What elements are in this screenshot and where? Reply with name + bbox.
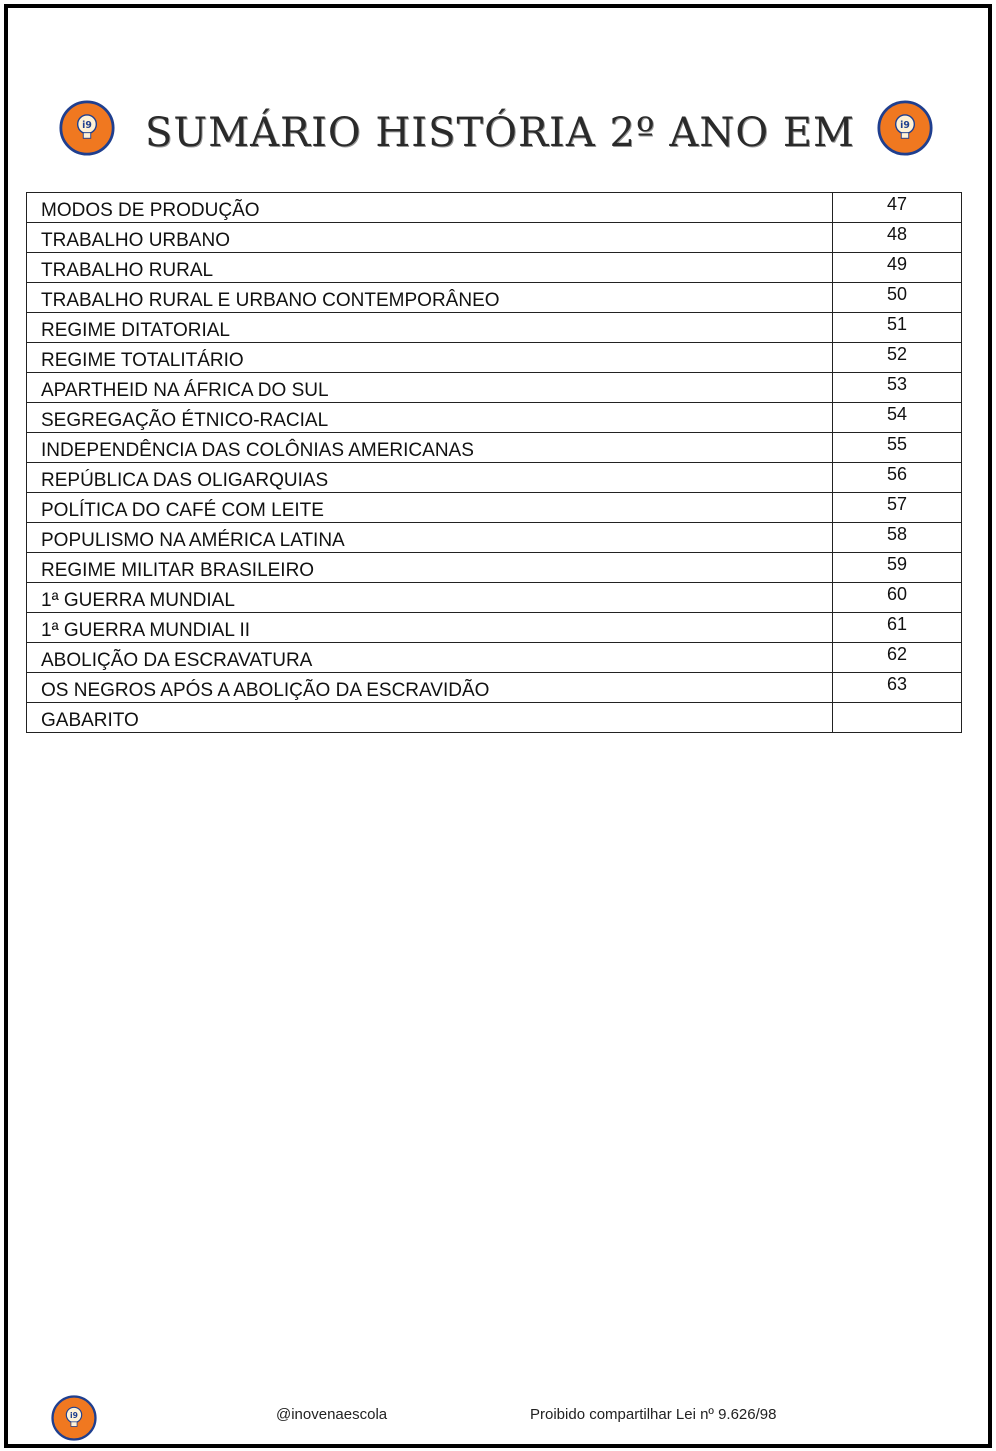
toc-page-number — [833, 703, 962, 733]
toc-row — [27, 403, 962, 433]
toc-page-number: 49 — [833, 253, 962, 283]
toc-page-number: 54 — [833, 403, 962, 433]
toc-row — [27, 583, 962, 613]
svg-text:i9: i9 — [82, 120, 92, 131]
i9-logo-icon — [877, 100, 933, 156]
toc-page-number: 52 — [833, 343, 962, 373]
toc-topic: REGIME TOTALITÁRIO — [27, 343, 833, 373]
toc-page-number: 53 — [833, 373, 962, 403]
i9-logo-icon — [51, 1395, 97, 1441]
toc-page-number: 51 — [833, 313, 962, 343]
toc-topic: MODOS DE PRODUÇÃO — [27, 193, 833, 223]
toc-page-number: 61 — [833, 613, 962, 643]
toc-row — [27, 703, 962, 733]
toc-topic: GABARITO — [27, 703, 833, 733]
toc-topic: TRABALHO RURAL E URBANO CONTEMPORÂNEO — [27, 283, 833, 313]
toc-topic: POLÍTICA DO CAFÉ COM LEITE — [27, 493, 833, 523]
i9-logo-icon — [59, 100, 115, 156]
toc-topic: REPÚBLICA DAS OLIGARQUIAS — [27, 463, 833, 493]
toc-row — [27, 313, 962, 343]
toc-page-number: 58 — [833, 523, 962, 553]
svg-text:i9: i9 — [70, 1411, 78, 1420]
toc-row — [27, 493, 962, 523]
toc-topic: 1ª GUERRA MUNDIAL II — [27, 613, 833, 643]
svg-text:i9: i9 — [900, 120, 910, 131]
toc-topic: INDEPENDÊNCIA DAS COLÔNIAS AMERICANAS — [27, 433, 833, 463]
toc-page-number: 59 — [833, 553, 962, 583]
toc-topic: REGIME DITATORIAL — [27, 313, 833, 343]
toc-row — [27, 673, 962, 703]
toc-topic: TRABALHO URBANO — [27, 223, 833, 253]
toc-topic: POPULISMO NA AMÉRICA LATINA — [27, 523, 833, 553]
toc-page-number: 55 — [833, 433, 962, 463]
toc-row — [27, 613, 962, 643]
toc-page-number: 62 — [833, 643, 962, 673]
toc-page-number: 63 — [833, 673, 962, 703]
toc-page-number: 50 — [833, 283, 962, 313]
footer-handle: @inovenaescola — [276, 1406, 388, 1423]
toc-page-number: 60 — [833, 583, 962, 613]
toc-row — [27, 643, 962, 673]
toc-topic: SEGREGAÇÃO ÉTNICO-RACIAL — [27, 403, 833, 433]
toc-topic: 1ª GUERRA MUNDIAL — [27, 583, 833, 613]
toc-page-number: 47 — [833, 193, 962, 223]
toc-topic: REGIME MILITAR BRASILEIRO — [27, 553, 833, 583]
toc-page-number: 48 — [833, 223, 962, 253]
toc-row — [27, 283, 962, 313]
toc-row — [27, 193, 962, 223]
page-title: SUMÁRIO HISTÓRIA 2º ANO EM — [145, 110, 855, 156]
toc-table — [26, 192, 962, 733]
toc-topic: ABOLIÇÃO DA ESCRAVATURA — [27, 643, 833, 673]
toc-page-number: 56 — [833, 463, 962, 493]
toc-topic: TRABALHO RURAL — [27, 253, 833, 283]
toc-row — [27, 373, 962, 403]
toc-row — [27, 463, 962, 493]
toc-page-number: 57 — [833, 493, 962, 523]
footer-law-notice: Proibido compartilhar Lei nº 9.626/98 — [530, 1406, 777, 1423]
toc-row — [27, 433, 962, 463]
toc-topic: APARTHEID NA ÁFRICA DO SUL — [27, 373, 833, 403]
toc-row — [27, 253, 962, 283]
toc-row — [27, 523, 962, 553]
toc-row — [27, 343, 962, 373]
toc-row — [27, 553, 962, 583]
toc-row — [27, 223, 962, 253]
toc-topic: OS NEGROS APÓS A ABOLIÇÃO DA ESCRAVIDÃO — [27, 673, 833, 703]
